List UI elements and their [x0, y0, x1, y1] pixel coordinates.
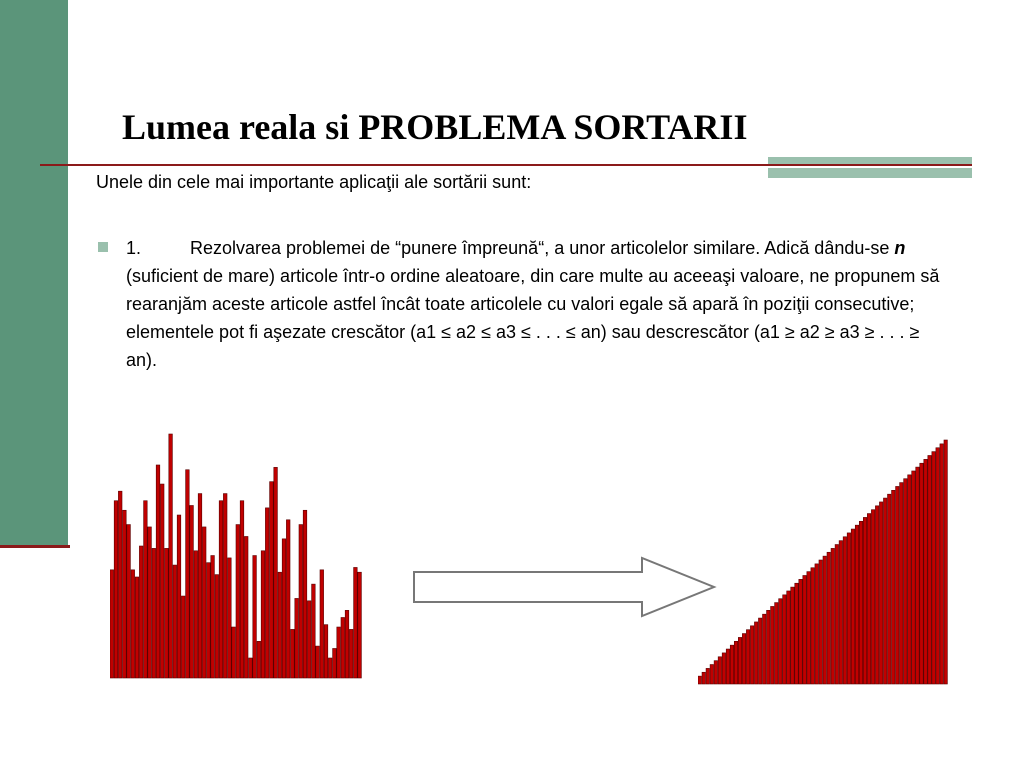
bar	[169, 434, 173, 678]
bar	[807, 572, 810, 684]
unsorted-bar-chart	[110, 430, 364, 680]
bar	[341, 617, 345, 678]
bar	[771, 606, 774, 684]
bar	[916, 467, 919, 684]
bar	[831, 548, 834, 684]
bar	[198, 494, 202, 678]
bar	[223, 494, 227, 678]
bar	[754, 622, 757, 684]
bar	[324, 625, 328, 678]
bar	[904, 479, 907, 684]
bar	[871, 510, 874, 684]
bar	[734, 641, 737, 684]
bar	[152, 548, 156, 678]
square-bullet-icon	[98, 242, 108, 252]
bar	[763, 614, 766, 684]
bar	[851, 529, 854, 684]
bar	[236, 525, 240, 678]
bar	[795, 583, 798, 684]
accent-bar-top	[768, 157, 972, 164]
bar	[274, 467, 278, 678]
bar	[286, 520, 290, 678]
bar	[320, 570, 324, 678]
bar	[888, 494, 891, 684]
bar	[847, 533, 850, 684]
bar	[750, 626, 753, 684]
bar	[278, 572, 282, 678]
bar	[787, 591, 790, 684]
bar	[110, 570, 114, 678]
bar	[333, 648, 337, 678]
bar	[337, 627, 341, 678]
bar	[173, 565, 177, 678]
bar	[742, 634, 745, 684]
bar	[936, 448, 939, 684]
bar	[177, 515, 181, 678]
bar	[181, 596, 185, 678]
bar	[244, 536, 248, 678]
bar	[779, 599, 782, 684]
bar	[710, 665, 713, 684]
bar	[718, 657, 721, 684]
bar	[823, 556, 826, 684]
bar	[127, 525, 131, 678]
bar	[160, 484, 164, 678]
item-text-before: Rezolvarea problemei de “punere împreună“, a unor articolelor similare. Adică dându-se	[190, 238, 895, 258]
bar	[156, 465, 160, 678]
bar	[843, 537, 846, 684]
item-text-after: (suficient de mare) articole într-o ordine aleatoare, din care multe au aceeaşi valoare, ne propunem să rearanjăm aceste articole astfel încât toate articolele cu valori egale să apară în poziţii consecutive; elementele pot fi aşezate crescător (a1 ≤ a2 ≤ a3 ≤ . . . ≤ an) sau descrescător (a1 ≥ a2 ≥ a3 ≥ . . . ≥ an).	[126, 266, 940, 370]
bar	[791, 587, 794, 684]
bar	[811, 568, 814, 684]
accent-bar-bottom	[768, 168, 972, 178]
bar	[328, 658, 332, 678]
bar	[803, 575, 806, 684]
bar	[932, 452, 935, 684]
bar	[875, 506, 878, 684]
bar	[299, 525, 303, 678]
bar	[207, 563, 211, 678]
bar	[714, 661, 717, 684]
bar	[855, 525, 858, 684]
bar	[219, 501, 223, 678]
bar	[114, 501, 118, 678]
bar	[270, 482, 274, 678]
bar	[265, 508, 269, 678]
side-band-rule	[0, 545, 70, 548]
bar	[253, 556, 257, 678]
bar	[211, 556, 215, 678]
bar	[730, 645, 733, 684]
bar	[261, 551, 265, 678]
bar	[358, 572, 362, 678]
bar	[698, 676, 701, 684]
item-number: 1.	[126, 238, 142, 258]
bar	[232, 627, 236, 678]
bar	[702, 672, 705, 684]
bar	[144, 501, 148, 678]
bar	[345, 610, 349, 678]
bar	[228, 558, 232, 678]
bar	[722, 653, 725, 684]
list-item	[126, 234, 946, 374]
bar	[303, 510, 307, 678]
bar	[249, 658, 253, 678]
bar	[240, 501, 244, 678]
bar	[920, 463, 923, 684]
bar	[883, 498, 886, 684]
bar	[131, 570, 135, 678]
bar	[775, 603, 778, 684]
bar	[295, 598, 299, 678]
bar	[349, 629, 353, 678]
bar	[316, 646, 320, 678]
bar	[738, 637, 741, 684]
bar	[900, 483, 903, 684]
bar	[186, 470, 190, 678]
bar	[924, 459, 927, 684]
bar	[202, 527, 206, 678]
bar	[867, 514, 870, 684]
bar	[799, 579, 802, 684]
bar	[706, 668, 709, 684]
bar	[291, 629, 295, 678]
bar	[307, 601, 311, 678]
bar	[944, 440, 947, 684]
bar	[839, 541, 842, 684]
bar	[282, 539, 286, 678]
bar	[859, 521, 862, 684]
bar	[940, 444, 943, 684]
bar	[827, 552, 830, 684]
bar	[815, 564, 818, 684]
bar	[118, 491, 122, 678]
item-variable: n	[894, 238, 906, 258]
bar	[312, 584, 316, 678]
bar	[908, 475, 911, 684]
slide-title: Lumea reala si PROBLEMA SORTARII	[122, 107, 748, 147]
bar	[758, 618, 761, 684]
bar	[835, 545, 838, 684]
bar	[123, 510, 127, 678]
right-arrow-icon	[410, 555, 720, 620]
bar	[892, 490, 895, 684]
bar	[148, 527, 152, 678]
bar	[863, 517, 866, 684]
bar	[896, 486, 899, 684]
title-underline	[40, 164, 972, 166]
bar	[726, 649, 729, 684]
bar	[767, 610, 770, 684]
bar	[783, 595, 786, 684]
bar	[135, 577, 139, 678]
bar	[139, 546, 143, 678]
bar	[928, 455, 931, 684]
bar	[194, 551, 198, 678]
sorted-bar-chart	[698, 436, 950, 686]
bar	[879, 502, 882, 684]
bar	[165, 548, 169, 678]
bar	[746, 630, 749, 684]
bar	[190, 505, 194, 678]
bar	[354, 567, 358, 678]
intro-text: Unele din cele mai importante aplicaţii ale sortării sunt:	[96, 172, 532, 192]
bar	[912, 471, 915, 684]
bar	[257, 641, 261, 678]
bar	[215, 575, 219, 678]
bar	[819, 560, 822, 684]
side-band	[0, 0, 68, 546]
